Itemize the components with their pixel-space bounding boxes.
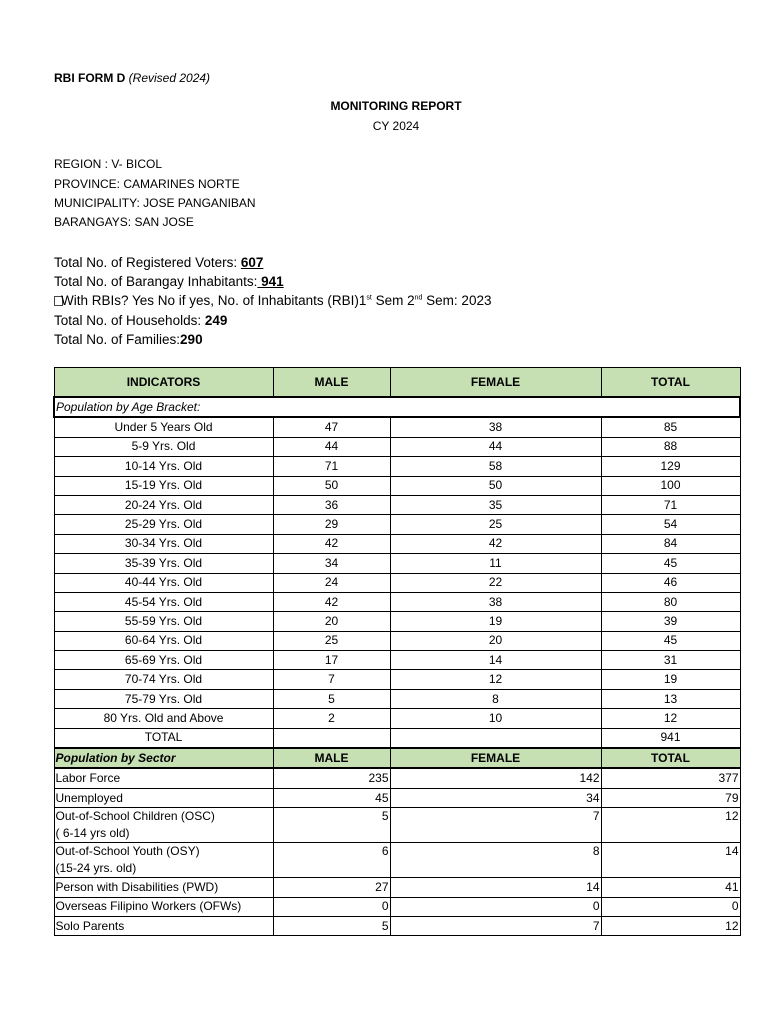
- total-value: 14: [601, 843, 740, 878]
- male-value: 2: [273, 709, 390, 728]
- table-row: [54, 631, 740, 650]
- table-row: [54, 808, 740, 843]
- female-value: 25: [390, 515, 601, 534]
- total-value: 46: [601, 573, 740, 592]
- table-header-row: [54, 368, 740, 398]
- rbi-line: [54, 292, 491, 310]
- male-value: 6: [273, 843, 390, 878]
- female-value: 12: [390, 670, 601, 689]
- header-female: FEMALE: [390, 368, 601, 398]
- female-value: 0: [390, 897, 601, 916]
- female-value: 20: [390, 631, 601, 650]
- sector-header-female: FEMALE: [390, 748, 601, 768]
- indicators-table: [53, 367, 741, 936]
- table-row: [54, 916, 740, 935]
- female-value: 8: [390, 689, 601, 708]
- female-value: 38: [390, 417, 601, 437]
- sector-header-row: [54, 748, 740, 768]
- sector-label-text: Solo Parents: [55, 918, 125, 933]
- table-row: [54, 612, 740, 631]
- age-total-label: TOTAL: [54, 728, 273, 748]
- age-bracket-label: 5-9 Yrs. Old: [54, 437, 273, 456]
- rbi-prefix: With RBIs? Yes No if yes, No. of Inhabitants (RBI)1: [61, 293, 367, 308]
- total-value: 45: [601, 631, 740, 650]
- age-bracket-label: 55-59 Yrs. Old: [54, 612, 273, 631]
- age-total-female: [390, 728, 601, 748]
- rbi-sup-first: st: [366, 294, 372, 302]
- male-value: 27: [273, 878, 390, 897]
- barangay-line: BARANGAYS: SAN JOSE: [54, 215, 194, 229]
- age-bracket-label: 40-44 Yrs. Old: [54, 573, 273, 592]
- age-bracket-label: 80 Yrs. Old and Above: [54, 709, 273, 728]
- age-total-value: 941: [601, 728, 740, 748]
- female-value: 58: [390, 457, 601, 476]
- total-value: 80: [601, 592, 740, 611]
- sector-header-male: MALE: [273, 748, 390, 768]
- total-value: 84: [601, 534, 740, 553]
- voters-value: 607: [240, 255, 264, 270]
- male-value: 25: [273, 631, 390, 650]
- male-value: 34: [273, 554, 390, 573]
- table-row: [54, 768, 740, 788]
- total-value: 79: [601, 788, 740, 807]
- age-bracket-label: 30-34 Yrs. Old: [54, 534, 273, 553]
- age-bracket-label: Under 5 Years Old: [54, 417, 273, 437]
- female-value: 142: [390, 768, 601, 788]
- age-section-label: Population by Age Bracket:: [54, 397, 740, 417]
- age-bracket-label: 35-39 Yrs. Old: [54, 554, 273, 573]
- total-value: 0: [601, 897, 740, 916]
- total-value: 19: [601, 670, 740, 689]
- total-value: 39: [601, 612, 740, 631]
- inhabitants-label: Total No. of Barangay Inhabitants:: [54, 274, 258, 289]
- table-row: [54, 437, 740, 456]
- table-row: [54, 788, 740, 807]
- municipality-line: MUNICIPALITY: JOSE PANGANIBAN: [54, 196, 256, 210]
- sector-label-text: Person with Disabilities (PWD): [55, 879, 219, 894]
- total-value: 12: [601, 808, 740, 843]
- age-bracket-label: 65-69 Yrs. Old: [54, 651, 273, 670]
- sector-section-label: Population by Sector: [54, 748, 273, 768]
- male-value: 24: [273, 573, 390, 592]
- female-value: 42: [390, 534, 601, 553]
- table-row: [54, 709, 740, 728]
- total-value: 41: [601, 878, 740, 897]
- total-value: 377: [601, 768, 740, 788]
- table-row: [54, 878, 740, 897]
- age-section-row: [54, 397, 740, 417]
- families-label: Total No. of Families:: [54, 332, 181, 347]
- female-value: 8: [390, 843, 601, 878]
- table-row: [54, 573, 740, 592]
- table-row: [54, 689, 740, 708]
- male-value: 42: [273, 592, 390, 611]
- rbi-sup-second: nd: [414, 294, 423, 302]
- female-value: 44: [390, 437, 601, 456]
- report-title: MONITORING REPORT: [330, 99, 462, 113]
- male-value: 5: [273, 689, 390, 708]
- table-row: [54, 495, 740, 514]
- households-line: [54, 312, 227, 330]
- families-line: [54, 331, 203, 349]
- registered-voters-line: [54, 254, 263, 272]
- report-period: CY 2024: [372, 119, 420, 133]
- female-value: 22: [390, 573, 601, 592]
- female-value: 35: [390, 495, 601, 514]
- female-value: 14: [390, 651, 601, 670]
- sector-label: [54, 768, 273, 788]
- form-id: RBI FORM D: [54, 71, 126, 85]
- total-value: 71: [601, 495, 740, 514]
- sector-label-text: Labor Force: [55, 771, 121, 786]
- age-bracket-label: 10-14 Yrs. Old: [54, 457, 273, 476]
- female-value: 11: [390, 554, 601, 573]
- total-value: 12: [601, 916, 740, 935]
- table-row: [54, 592, 740, 611]
- male-value: 29: [273, 515, 390, 534]
- households-label: Total No. of Households:: [54, 313, 205, 328]
- age-bracket-label: 75-79 Yrs. Old: [54, 689, 273, 708]
- age-total-male: [273, 728, 390, 748]
- rbi-mid: Sem 2: [371, 293, 415, 308]
- sector-label-text: Overseas Filipino Workers (OFWs): [55, 899, 242, 914]
- table-row: [54, 843, 740, 878]
- sector-label-age-range: ( 6-14 yrs old): [55, 826, 130, 841]
- female-value: 14: [390, 878, 601, 897]
- age-bracket-label: 70-74 Yrs. Old: [54, 670, 273, 689]
- table-row: [54, 897, 740, 916]
- table-row: [54, 417, 740, 437]
- header-male: MALE: [273, 368, 390, 398]
- age-total-row: [54, 728, 740, 748]
- female-value: 34: [390, 788, 601, 807]
- header-total: TOTAL: [601, 368, 740, 398]
- female-value: 50: [390, 476, 601, 495]
- families-value: 290: [180, 332, 203, 347]
- total-value: 45: [601, 554, 740, 573]
- male-value: 47: [273, 417, 390, 437]
- total-value: 54: [601, 515, 740, 534]
- sector-label: [54, 878, 273, 897]
- table-row: [54, 651, 740, 670]
- age-bracket-label: 25-29 Yrs. Old: [54, 515, 273, 534]
- male-value: 5: [273, 916, 390, 935]
- table-row: [54, 554, 740, 573]
- total-value: 88: [601, 437, 740, 456]
- age-bracket-label: 60-64 Yrs. Old: [54, 631, 273, 650]
- male-value: 42: [273, 534, 390, 553]
- total-value: 129: [601, 457, 740, 476]
- total-value: 13: [601, 689, 740, 708]
- rbi-suffix: Sem: 2023: [422, 293, 492, 308]
- total-value: 12: [601, 709, 740, 728]
- female-value: 7: [390, 916, 601, 935]
- male-value: 71: [273, 457, 390, 476]
- sector-header-total: TOTAL: [601, 748, 740, 768]
- table-row: [54, 534, 740, 553]
- female-value: 7: [390, 808, 601, 843]
- header-indicators: INDICATORS: [54, 368, 273, 398]
- female-value: 38: [390, 592, 601, 611]
- voters-label: Total No. of Registered Voters:: [54, 255, 241, 270]
- male-value: 20: [273, 612, 390, 631]
- province-line: PROVINCE: CAMARINES NORTE: [54, 177, 240, 191]
- sector-label-text: Out-of-School Children (OSC): [55, 809, 215, 824]
- table-row: [54, 670, 740, 689]
- sector-label: [54, 843, 273, 878]
- table-row: [54, 476, 740, 495]
- inhabitants-line: [54, 273, 284, 291]
- male-value: 5: [273, 808, 390, 843]
- male-value: 7: [273, 670, 390, 689]
- sector-label-age-range: (15-24 yrs. old): [55, 861, 137, 876]
- male-value: 235: [273, 768, 390, 788]
- region-line: REGION : V- BICOL: [54, 157, 163, 171]
- male-value: 36: [273, 495, 390, 514]
- total-value: 100: [601, 476, 740, 495]
- total-value: 31: [601, 651, 740, 670]
- form-revision: (Revised 2024): [128, 71, 211, 85]
- sector-label-text: Unemployed: [55, 790, 123, 805]
- households-value: 249: [204, 313, 228, 328]
- male-value: 45: [273, 788, 390, 807]
- inhabitants-value: 941: [257, 274, 284, 289]
- form-identifier: [54, 71, 210, 85]
- age-bracket-label: 20-24 Yrs. Old: [54, 495, 273, 514]
- male-value: 0: [273, 897, 390, 916]
- age-bracket-label: 45-54 Yrs. Old: [54, 592, 273, 611]
- male-value: 44: [273, 437, 390, 456]
- male-value: 17: [273, 651, 390, 670]
- female-value: 19: [390, 612, 601, 631]
- female-value: 10: [390, 709, 601, 728]
- sector-label: [54, 808, 273, 843]
- male-value: 50: [273, 476, 390, 495]
- sector-label: [54, 788, 273, 807]
- total-value: 85: [601, 417, 740, 437]
- sector-label: [54, 897, 273, 916]
- sector-label-text: Out-of-School Youth (OSY): [55, 844, 200, 859]
- table-row: [54, 515, 740, 534]
- age-bracket-label: 15-19 Yrs. Old: [54, 476, 273, 495]
- sector-label: [54, 916, 273, 935]
- table-row: [54, 457, 740, 476]
